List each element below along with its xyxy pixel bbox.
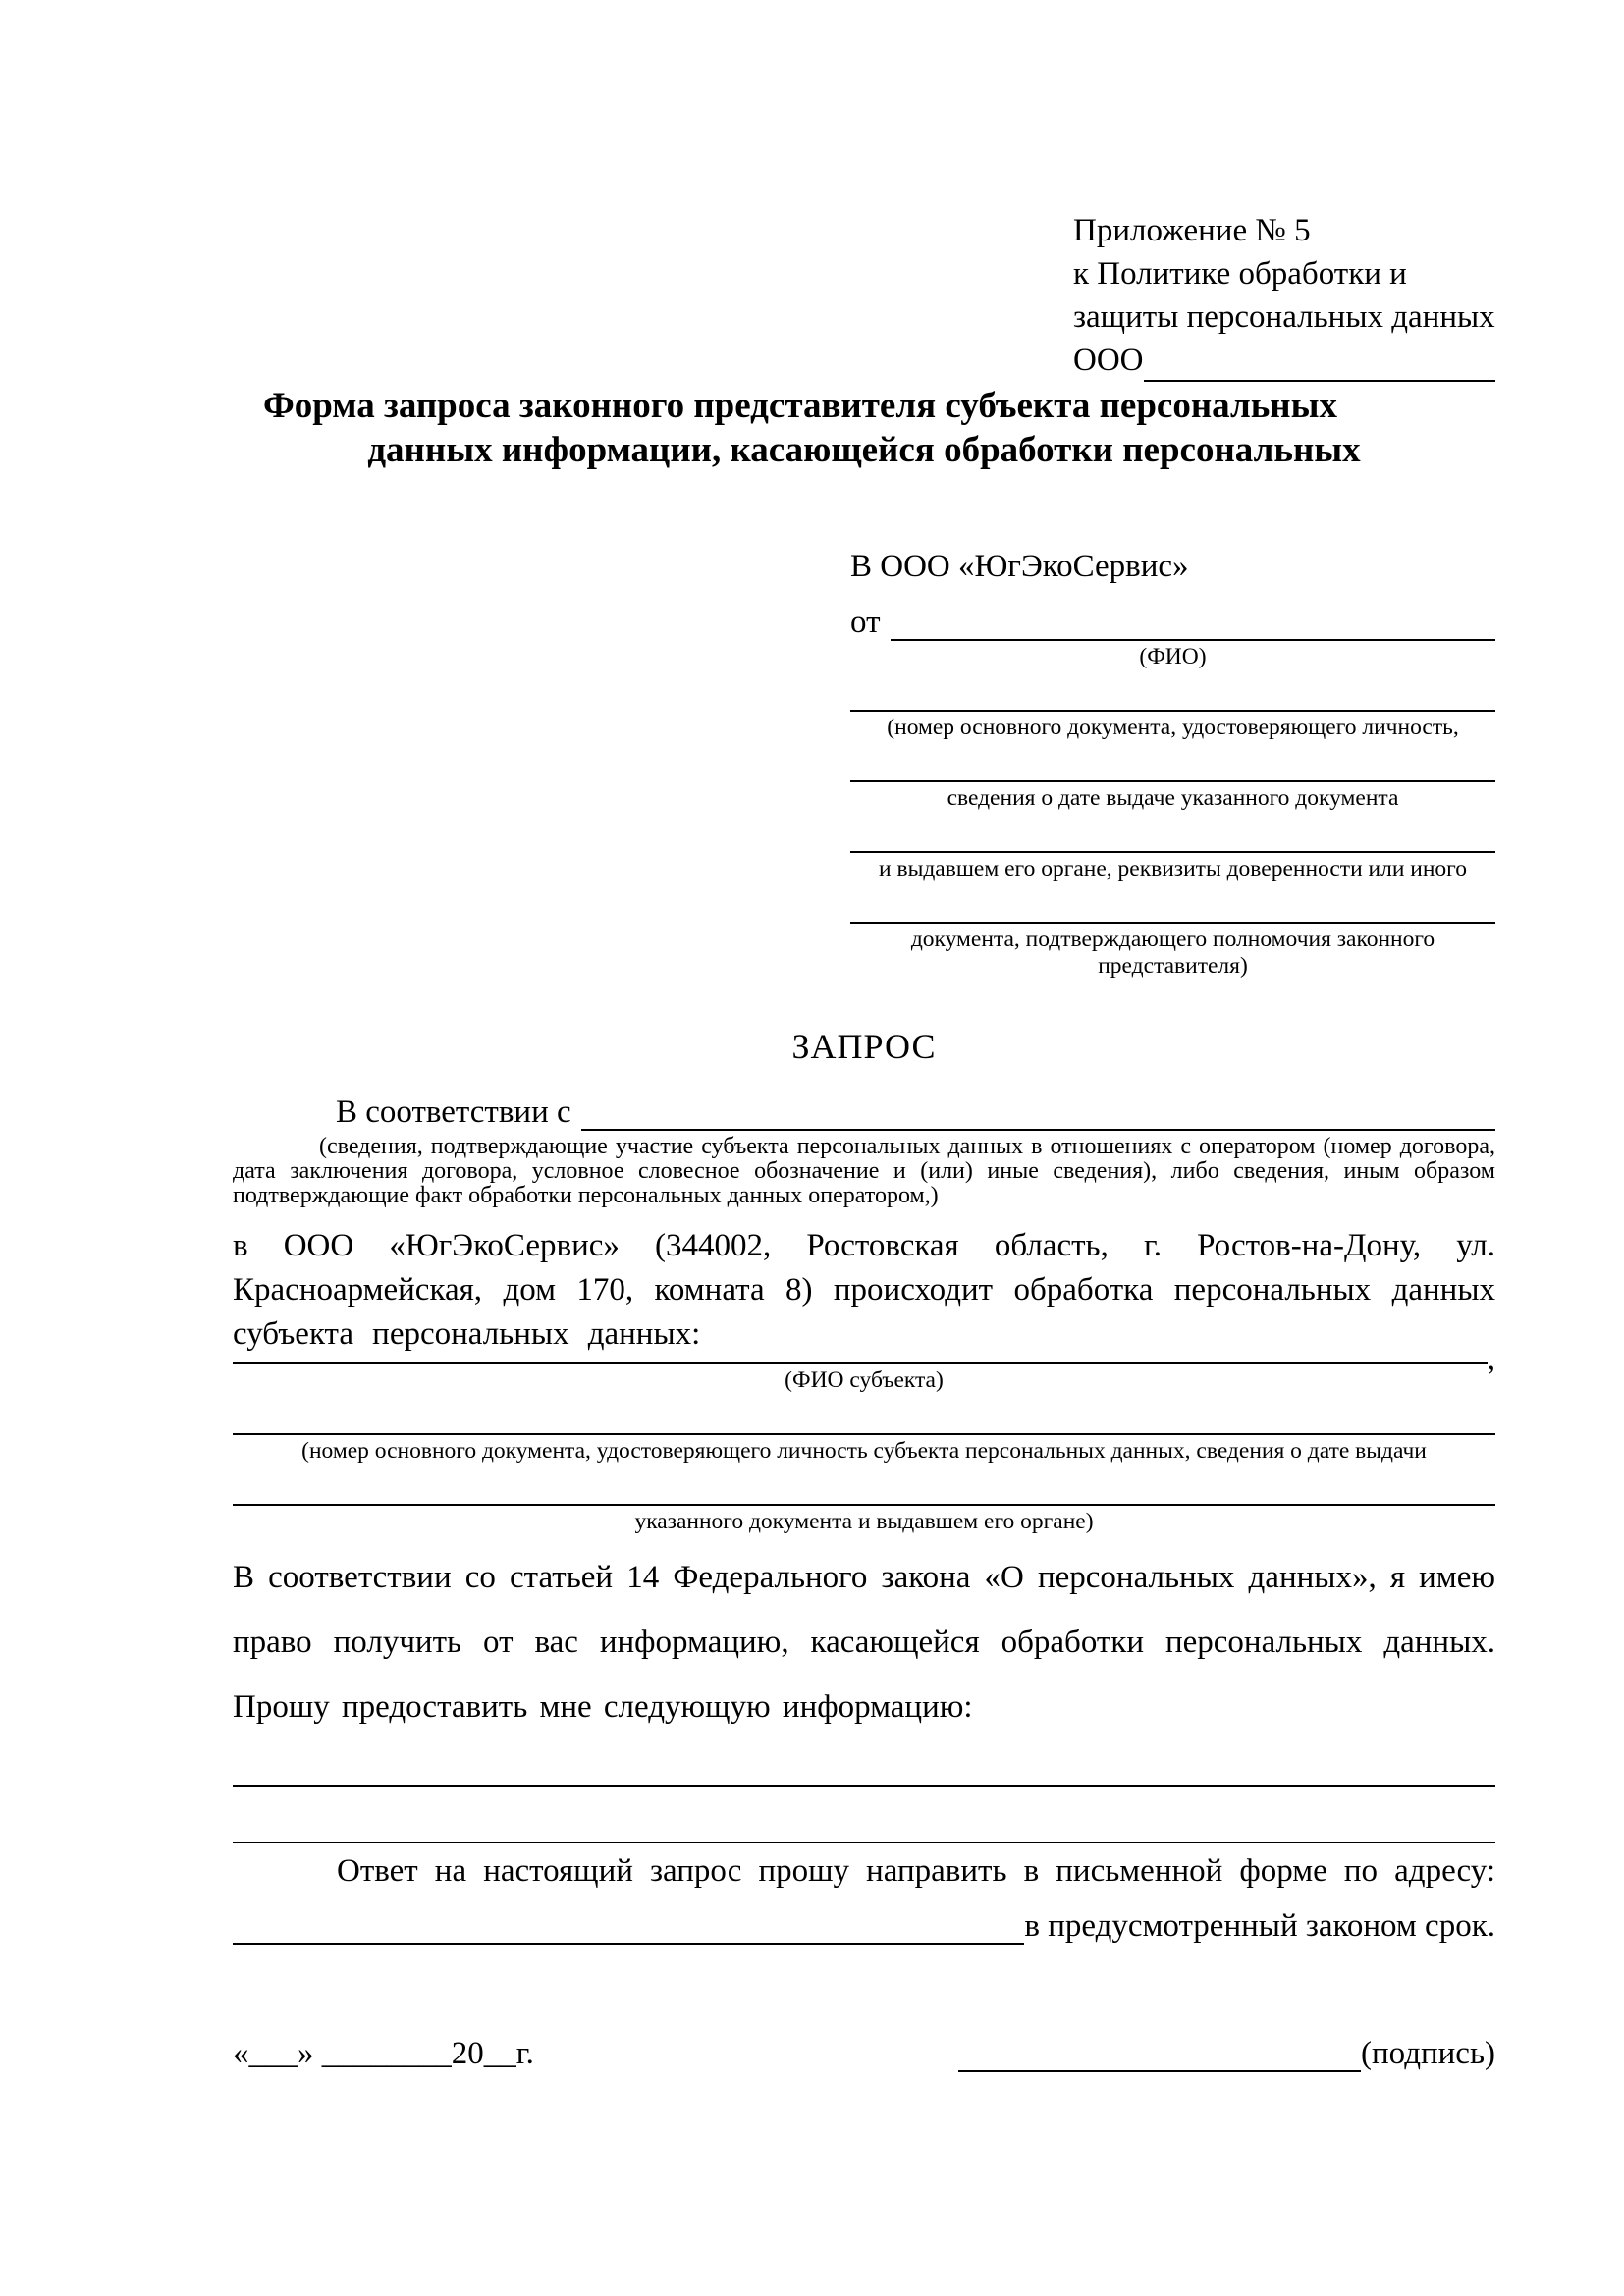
organization-blank-line <box>1144 380 1496 382</box>
appendix-block <box>1073 209 1495 382</box>
from-blank-line <box>891 639 1496 641</box>
representative-doc-caption-1: (номер основного документа, удостоверяющего личность, <box>887 715 1459 740</box>
subject-doc-caption-1: (номер основного документа, удостоверяющего личность субъекта персональных данных, сведения о дате выдачи <box>301 1438 1427 1464</box>
from-row <box>850 594 1495 641</box>
subject-doc-blank-line-2 <box>233 1465 1495 1506</box>
accordance-lead: В соответствии с <box>336 1095 571 1130</box>
date-line: «___» ________20__г. <box>233 2036 534 2071</box>
representative-doc-blank-line-4 <box>850 882 1495 924</box>
representative-doc-row-1 <box>850 670 1495 741</box>
subject-name-blank-line <box>233 1362 1488 1364</box>
representative-doc-caption-2: сведения о дате выдаче указанного документа <box>947 785 1399 811</box>
representative-doc-row-3 <box>850 812 1495 882</box>
subject-doc-row-1 <box>233 1394 1495 1465</box>
representative-doc-blank-line-3 <box>850 812 1495 853</box>
law-paragraph: В соответствии со статьей 14 Федерального закона «О персональных данных», я имею право получить от вас информацию, касающейся обработки персональных данных. Прошу предоставить мне следующую информацию: <box>233 1560 1495 1725</box>
appendix-policy-line-2: защиты персональных данных <box>1073 299 1495 335</box>
subject-name-row <box>233 1342 1495 1377</box>
title-line-2: данных информации, касающейся обработки персональных <box>367 430 1361 470</box>
signature-footer <box>233 2031 1495 2072</box>
subject-doc-row-2 <box>233 1465 1495 1535</box>
organization-label: ООО <box>1073 343 1144 378</box>
from-label: от <box>850 605 881 640</box>
answer-paragraph: Ответ на настоящий запрос прошу направить в письменной форме по адресу: <box>337 1853 1495 1889</box>
addressee-organization: В ООО «ЮгЭкоСервис» <box>850 549 1189 584</box>
request-heading: ЗАПРОС <box>791 1027 937 1066</box>
accordance-row <box>233 1086 1495 1131</box>
representative-doc-row-4 <box>850 882 1495 980</box>
appendix-number-line: Приложение № 5 <box>1073 213 1311 248</box>
appendix-policy-line-1: к Политике обработки и <box>1073 256 1407 292</box>
document-title <box>233 384 1495 472</box>
fio-caption: (ФИО) <box>1139 644 1207 669</box>
info-blank-line-1 <box>233 1745 1495 1787</box>
representative-doc-caption-3: и выдавшем его органе, реквизиты доверенности или иного <box>879 856 1467 881</box>
info-blank-line-2 <box>233 1802 1495 1843</box>
address-blank-line <box>233 1943 1024 1945</box>
signature-group <box>958 2031 1495 2072</box>
answer-tail: в предусмотренный законом срок. <box>1024 1908 1495 1944</box>
organization-blank-row <box>1073 339 1495 382</box>
representative-doc-blank-line-1 <box>850 670 1495 712</box>
subject-name-comma: , <box>1487 1342 1495 1377</box>
representative-doc-row-2 <box>850 741 1495 812</box>
accordance-blank-line <box>581 1129 1495 1131</box>
accordance-caption: (сведения, подтверждающие участие субъекта персональных данных в отношениях с оператором (номер договора, дата заключения договора, условное словесное обозначение и (или) иные сведения), либо сведения, иным образом подтверждающие факт обработки персональных данных оператором,) <box>233 1134 1495 1208</box>
subject-doc-blank-line-1 <box>233 1394 1495 1435</box>
address-row <box>233 1899 1495 1945</box>
operator-paragraph: в ООО «ЮгЭкоСервис» (344002, Ростовская область, г. Ростов-на-Дону, ул. Красноармейская, дом 170, комната 8) происходит обработка персональных данных субъекта персональных данных: <box>233 1228 1495 1352</box>
title-line-1: Форма запроса законного представителя субъекта персональных <box>262 386 1337 426</box>
signature-caption: (подпись) <box>1361 2036 1495 2071</box>
subject-fio-caption: (ФИО субъекта) <box>785 1367 944 1393</box>
subject-doc-caption-2: указанного документа и выдавшем его органе) <box>634 1509 1094 1534</box>
addressee-block <box>850 545 1495 980</box>
representative-doc-caption-4: документа, подтверждающего полномочия законного представителя) <box>910 927 1435 979</box>
signature-blank-line <box>958 2031 1361 2072</box>
representative-doc-blank-line-2 <box>850 741 1495 782</box>
